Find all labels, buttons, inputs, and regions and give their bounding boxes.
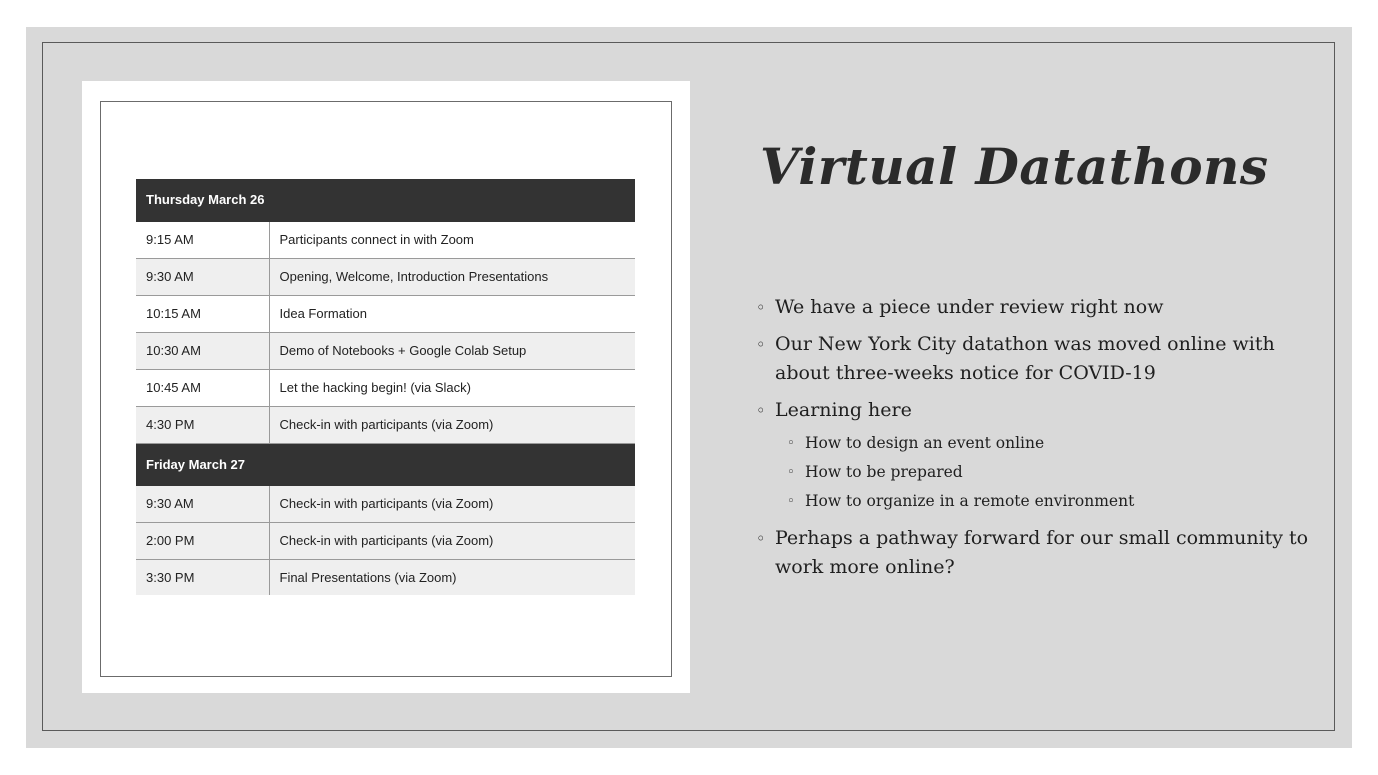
bullet-text: Perhaps a pathway forward for our small community to work more online? [775, 527, 1309, 578]
bullet-list [756, 293, 1316, 590]
time-cell: 10:30 AM [136, 332, 269, 369]
event-cell: Opening, Welcome, Introduction Presentations [269, 258, 635, 295]
bullet-item [756, 330, 1316, 388]
event-cell: Check-in with participants (via Zoom) [269, 406, 635, 443]
event-cell: Participants connect in with Zoom [269, 221, 635, 258]
time-cell: 9:30 AM [136, 258, 269, 295]
time-cell: 9:15 AM [136, 221, 269, 258]
table-row [136, 258, 635, 295]
bullet-text: Learning here [775, 399, 912, 421]
time-cell: 3:30 PM [136, 559, 269, 595]
day-header-row [136, 443, 635, 485]
sub-bullet-item: ◦ How to design an event online [787, 429, 1316, 458]
bullet-item [756, 293, 1316, 322]
event-cell: Check-in with participants (via Zoom) [269, 522, 635, 559]
day-header-row [136, 179, 635, 221]
slide [26, 27, 1352, 748]
event-cell: Demo of Notebooks + Google Colab Setup [269, 332, 635, 369]
day-header: Friday March 27 [136, 443, 635, 485]
sub-bullet-item: ◦ How to be prepared [787, 458, 1316, 487]
event-cell: Final Presentations (via Zoom) [269, 559, 635, 595]
time-cell: 10:15 AM [136, 295, 269, 332]
sub-bullet-list [775, 429, 1316, 516]
event-cell: Let the hacking begin! (via Slack) [269, 369, 635, 406]
time-cell: 9:30 AM [136, 485, 269, 522]
table-row [136, 559, 635, 595]
time-cell: 10:45 AM [136, 369, 269, 406]
table-row [136, 485, 635, 522]
bullet-text: We have a piece under review right now [775, 296, 1164, 318]
table-row [136, 295, 635, 332]
schedule-image [82, 81, 690, 693]
schedule-table [136, 179, 635, 595]
time-cell: 2:00 PM [136, 522, 269, 559]
slide-title: Virtual Datathons [760, 137, 1269, 196]
sub-bullet-item: ◦ How to organize in a remote environment [787, 487, 1316, 516]
table-row [136, 522, 635, 559]
event-cell: Check-in with participants (via Zoom) [269, 485, 635, 522]
bullet-text: Our New York City datathon was moved online with about three-weeks notice for COVID-19 [775, 333, 1275, 384]
table-row [136, 369, 635, 406]
day-header: Thursday March 26 [136, 179, 635, 221]
table-row [136, 332, 635, 369]
bullet-item [756, 524, 1316, 582]
time-cell: 4:30 PM [136, 406, 269, 443]
event-cell: Idea Formation [269, 295, 635, 332]
table-row [136, 406, 635, 443]
bullet-item [756, 396, 1316, 516]
table-row [136, 221, 635, 258]
